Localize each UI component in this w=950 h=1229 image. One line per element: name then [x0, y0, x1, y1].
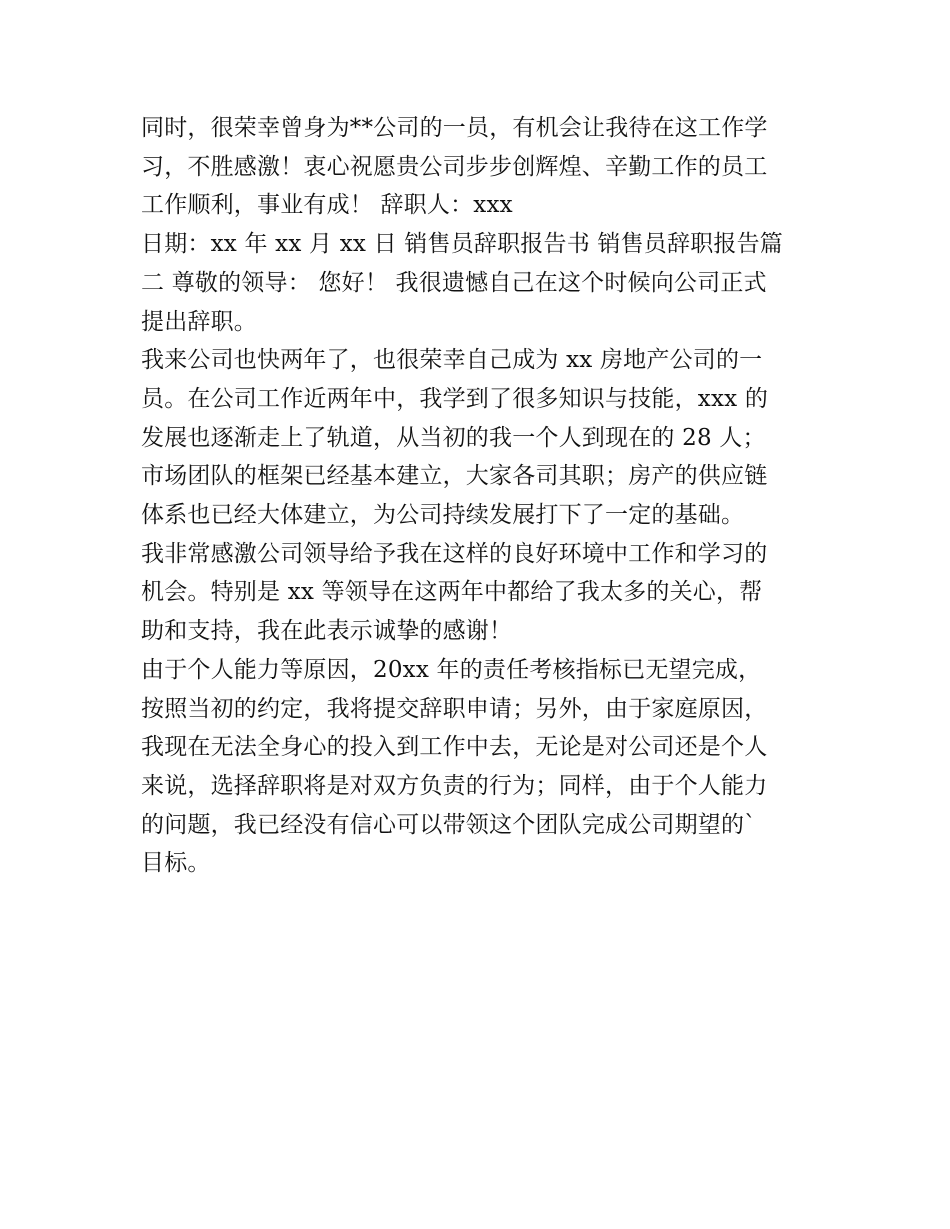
text-line: 我来公司也快两年了，也很荣幸自己成为 xx 房地产公司的一	[141, 347, 763, 374]
text-line: 工作顺利，事业有成！ 辞职人：xxx	[141, 192, 513, 219]
text-line: 习，不胜感激！衷心祝愿贵公司步步创辉煌、辛勤工作的员工	[141, 153, 768, 180]
text-line: 员。在公司工作近两年中，我学到了很多知识与技能，xxx 的	[141, 385, 769, 412]
text-line: 目标。	[141, 850, 211, 877]
text-line: 发展也逐渐走上了轨道，从当初的我一个人到现在的 28 人；	[141, 424, 766, 451]
text-line: 我现在无法全身心的投入到工作中去，无论是对公司还是个人	[141, 734, 768, 761]
text-line: 机会。特别是 xx 等领导在这两年中都给了我太多的关心，帮	[141, 579, 763, 606]
text-line: 提出辞职。	[141, 308, 257, 335]
text-line: 市场团队的框架已经基本建立，大家各司其职；房产的供应链	[141, 463, 768, 490]
text-line: 来说，选择辞职将是对双方负责的行为；同样，由于个人能力	[141, 772, 768, 799]
text-line: 同时，很荣幸曾身为**公司的一员，有机会让我待在这工作学	[141, 115, 768, 141]
text-line: 按照当初的约定，我将提交辞职申请；另外，由于家庭原因，	[141, 695, 768, 722]
text-line: 的问题，我已经没有信心可以带领这个团队完成公司期望的`	[141, 811, 756, 838]
text-line: 助和支持，我在此表示诚挚的感谢！	[141, 618, 513, 645]
text-line: 二 尊敬的领导： 您好！ 我很遗憾自己在这个时候向公司正式	[141, 269, 767, 296]
text-line: 日期：xx 年 xx 月 xx 日 销售员辞职报告书 销售员辞职报告篇	[141, 231, 784, 258]
text-line: 我非常感激公司领导给予我在这样的良好环境中工作和学习的	[141, 540, 768, 567]
text-line: 由于个人能力等原因，20xx 年的责任考核指标已无望完成，	[141, 656, 762, 683]
document-body	[141, 109, 821, 883]
text-line: 体系也已经大体建立，为公司持续发展打下了一定的基础。	[141, 502, 745, 529]
